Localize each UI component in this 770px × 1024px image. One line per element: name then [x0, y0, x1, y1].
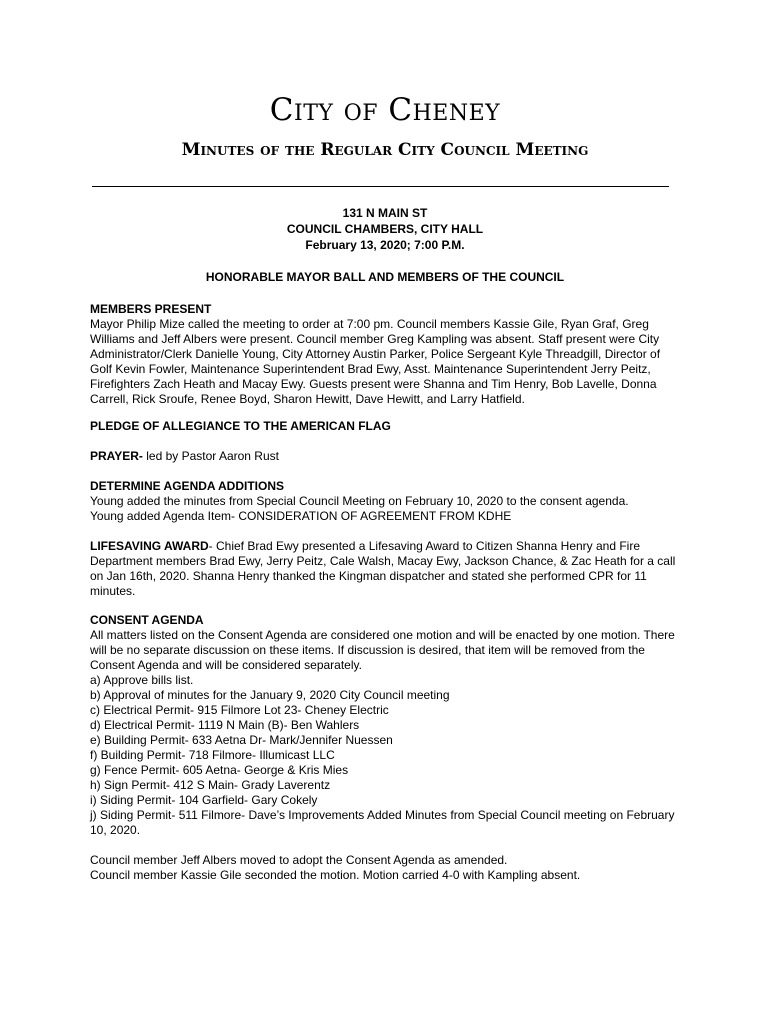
section-heading: LIFESAVING AWARD: [90, 539, 209, 553]
consent-item: i) Siding Permit- 104 Garfield- Gary Cokely: [90, 793, 318, 807]
section-heading: CONSENT AGENDA: [90, 613, 204, 627]
section-heading: MEMBERS PRESENT: [90, 302, 212, 316]
meeting-datetime: February 13, 2020; 7:00 P.M.: [305, 238, 465, 252]
consent-item: a) Approve bills list.: [90, 673, 194, 687]
consent-item: c) Electrical Permit- 915 Filmore Lot 23- Cheney Electric: [90, 703, 389, 717]
section-agenda-additions: [90, 479, 680, 524]
consent-item: f) Building Permit- 718 Filmore- Illumicast LLC: [90, 748, 335, 762]
lifesaving-text: - Chief Brad Ewy presented a Lifesaving Award to Citizen Shanna Henry and Fire Department members Brad Ewy, Jerry Peitz, Cale Walsh, Macay Ewy, Jackson Chance, & Zac Heath for a call on Jan 16th, 2020. Shanna Henry thanked the Kingman dispatcher and stated she performed CPR for 11 minutes.: [90, 539, 676, 598]
meeting-location-block: [0, 205, 770, 253]
document-subtitle: Minutes of the Regular City Council Meeting: [181, 140, 589, 160]
consent-item: g) Fence Permit- 605 Aetna- George & Kris Mies: [90, 763, 349, 777]
section-pledge: [90, 419, 680, 434]
section-lifesaving-award: [90, 539, 680, 599]
meeting-venue: COUNCIL CHAMBERS, CITY HALL: [286, 222, 484, 236]
prayer-text: led by Pastor Aaron Rust: [142, 449, 279, 463]
consent-item: h) Sign Permit- 412 S Main- Grady Laverentz: [90, 778, 331, 792]
agenda-addition-line: Young added the minutes from Special Council Meeting on February 10, 2020 to the consent agenda.: [90, 494, 629, 508]
section-heading: DETERMINE AGENDA ADDITIONS: [90, 479, 285, 493]
minutes-body: [90, 302, 680, 883]
street-address: 131 N MAIN ST: [342, 206, 428, 220]
consent-agenda-intro: All matters listed on the Consent Agenda are considered one motion and will be enacted by one motion. There will be no separate discussion on these items. If discussion is desired, that item will be removed from the Consent Agenda and will be considered separately.: [90, 628, 675, 672]
horizontal-rule: [92, 186, 669, 187]
motion-text: Council member Jeff Albers moved to adopt the Consent Agenda as amended.: [90, 853, 508, 867]
consent-item: d) Electrical Permit- 1119 N Main (B)- Ben Wahlers: [90, 718, 360, 732]
members-present-text: Mayor Philip Mize called the meeting to order at 7:00 pm. Council members Kassie Gile, Ryan Graf, Greg Williams and Jeff Albers were present. Council member Greg Kampling was absent. Staff present were City Administrator/Clerk Danielle Young, City Attorney Austin Parker, Police Sergeant Kyle Threadgill, Director of Golf Kevin Fowler, Maintenance Superintendent Brad Ewy, Asst. Maintenance Superintendent Jerry Peitz, Firefighters Zach Heath and Macay Ewy. Guests present were Shanna and Tim Henry, Bob Lavelle, Donna Carrell, Rick Sroufe, Renee Boyd, Sharon Hewitt, Dave Hewitt, and Larry Hatfield.: [90, 317, 661, 406]
agenda-addition-line: Young added Agenda Item- CONSIDERATION OF AGREEMENT FROM KDHE: [90, 509, 512, 523]
section-members-present: [90, 302, 680, 407]
document-title: City of Cheney: [269, 92, 501, 128]
section-heading: PLEDGE OF ALLEGIANCE TO THE AMERICAN FLAG: [90, 419, 391, 433]
section-prayer: [90, 449, 680, 464]
section-heading: PRAYER-: [90, 449, 143, 463]
consent-item: e) Building Permit- 633 Aetna Dr- Mark/Jennifer Nuessen: [90, 733, 393, 747]
motion-text: Council member Kassie Gile seconded the motion. Motion carried 4-0 with Kampling absent.: [90, 868, 581, 882]
section-consent-agenda: [90, 613, 680, 883]
salutation: HONORABLE MAYOR BALL AND MEMBERS OF THE COUNCIL: [205, 270, 565, 284]
consent-item: j) Siding Permit- 511 Filmore- Dave’s Improvements Added Minutes from Special Council meeting on February 10, 2020.: [90, 808, 675, 837]
consent-item: b) Approval of minutes for the January 9, 2020 City Council meeting: [90, 688, 450, 702]
